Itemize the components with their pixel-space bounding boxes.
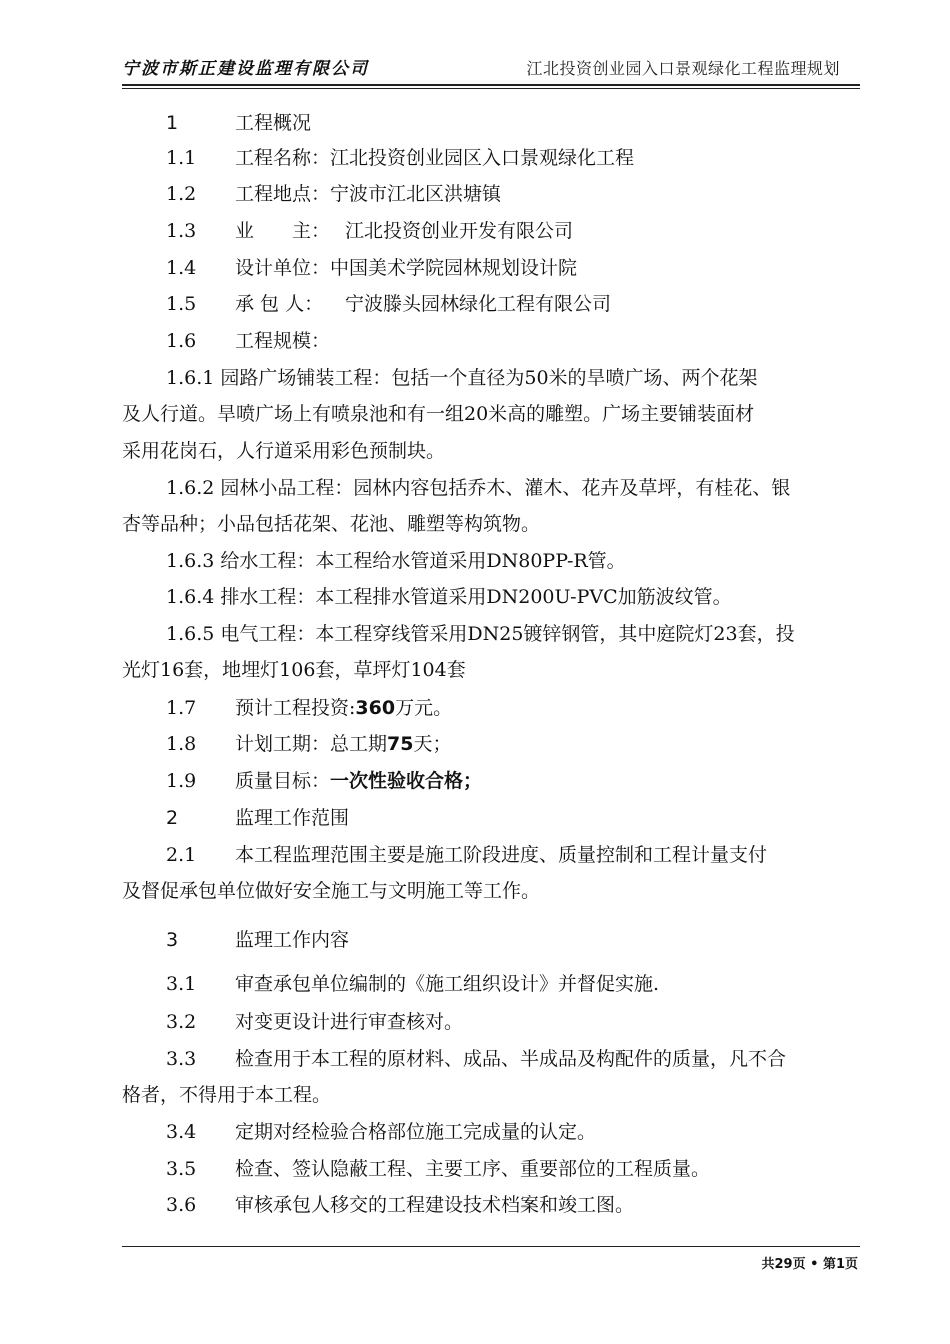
item-1-7-value: 360 — [355, 697, 396, 719]
item-3-6-number: 3.6 — [166, 1194, 197, 1216]
header-rule-thin — [122, 88, 860, 89]
item-1-5-label: 承 包 人： — [235, 293, 324, 315]
item-1-8-text — [235, 731, 451, 757]
item-1-9-number: 1.9 — [166, 770, 197, 792]
item-1-6-5-line2: 光灯16套，地埋灯106套，草坪灯104套 — [122, 659, 466, 681]
item-1-8-unit: 天； — [413, 733, 452, 755]
item-1-8-number: 1.8 — [166, 733, 197, 755]
item-1-9-text — [235, 768, 482, 794]
page-indicator: 共29页 • 第1页 — [761, 1257, 858, 1272]
item-2-1-line1: 本工程监理范围主要是施工阶段进度、质量控制和工程计量支付 — [235, 844, 768, 866]
item-1-7-unit: 万元。 — [395, 697, 453, 719]
item-1-5-number: 1.5 — [166, 293, 197, 315]
section-1-title: 工程概况 — [235, 112, 312, 134]
item-1-6-1-line2: 及人行道。旱喷广场上有喷泉池和有一组20米高的雕塑。广场主要铺装面材 — [122, 403, 755, 425]
item-3-4-number: 3.4 — [166, 1121, 197, 1143]
footer-rule — [122, 1246, 860, 1247]
item-1-6-1-line3: 采用花岗石，人行道采用彩色预制块。 — [122, 440, 446, 462]
item-1-7-label: 预计工程投资: — [235, 697, 356, 719]
item-1-7-text — [235, 695, 452, 721]
item-1-2-number: 1.2 — [166, 183, 197, 205]
item-1-5-text: 宁波滕头园林绿化工程有限公司 — [345, 293, 612, 315]
item-1-4-number: 1.4 — [166, 257, 197, 279]
item-1-2-text: 工程地点：宁波市江北区洪塘镇 — [235, 183, 502, 205]
item-3-3-line1: 检查用于本工程的原材料、成品、半成品及构配件的质量，凡不合 — [235, 1048, 787, 1070]
item-1-6-1-line1: 1.6.1 园路广场铺装工程：包括一个直径为50米的旱喷广场、两个花架 — [166, 367, 758, 389]
item-3-5-text: 检查、签认隐蔽工程、主要工序、重要部位的工程质量。 — [235, 1158, 711, 1180]
item-1-3-text: 江北投资创业开发有限公司 — [345, 220, 574, 242]
item-1-9-value: 一次性验收合格； — [330, 770, 483, 792]
header-rule — [122, 84, 860, 86]
item-1-6-text: 工程规模： — [235, 330, 331, 352]
item-1-6-5-line1: 1.6.5 电气工程：本工程穿线管采用DN25镀锌钢管，其中庭院灯23套，投 — [166, 623, 795, 645]
item-1-8-label: 计划工期：总工期 — [235, 733, 388, 755]
item-1-6-2-line2: 杏等品种；小品包括花架、花池、雕塑等构筑物。 — [122, 513, 541, 535]
section-3-title: 监理工作内容 — [235, 929, 350, 951]
item-1-9-label: 质量目标： — [235, 770, 331, 792]
item-1-4-text: 设计单位：中国美术学院园林规划设计院 — [235, 257, 578, 279]
item-1-1-number: 1.1 — [166, 147, 197, 169]
item-1-6-3-text: 1.6.3 给水工程：本工程给水管道采用DN80PP-R管。 — [166, 550, 626, 572]
company-name: 宁波市斯正建设监理有限公司 — [122, 59, 369, 79]
item-3-2-number: 3.2 — [166, 1011, 197, 1033]
section-1-number: 1 — [166, 112, 179, 134]
item-3-4-text: 定期对经检验合格部位施工完成量的认定。 — [235, 1121, 597, 1143]
item-1-3-label: 业 主： — [235, 220, 331, 242]
section-2-number: 2 — [166, 807, 179, 829]
item-1-6-4-text: 1.6.4 排水工程：本工程排水管道采用DN200U-PVC加筋波纹管。 — [166, 586, 732, 608]
item-1-6-2-line1: 1.6.2 园林小品工程：园林内容包括乔木、灌木、花卉及草坪，有桂花、银 — [166, 477, 791, 499]
item-3-2-text: 对变更设计进行审查核对。 — [235, 1011, 464, 1033]
item-3-5-number: 3.5 — [166, 1158, 197, 1180]
item-3-3-number: 3.3 — [166, 1048, 197, 1070]
item-1-7-number: 1.7 — [166, 697, 197, 719]
item-1-8-value: 75 — [387, 733, 414, 755]
section-3-number: 3 — [166, 929, 179, 951]
section-2-title: 监理工作范围 — [235, 807, 350, 829]
document-title: 江北投资创业园入口景观绿化工程监理规划 — [526, 59, 840, 78]
item-1-3-number: 1.3 — [166, 220, 197, 242]
item-3-3-line2: 格者，不得用于本工程。 — [122, 1084, 332, 1106]
item-2-1-number: 2.1 — [166, 844, 197, 866]
item-3-1-number: 3.1 — [166, 973, 197, 995]
item-1-6-number: 1.6 — [166, 330, 197, 352]
item-1-1-text: 工程名称：江北投资创业园区入口景观绿化工程 — [235, 147, 635, 169]
item-3-1-text: 审查承包单位编制的《施工组织设计》并督促实施. — [235, 973, 660, 995]
item-2-1-line2: 及督促承包单位做好安全施工与文明施工等工作。 — [122, 880, 541, 902]
item-3-6-text: 审核承包人移交的工程建设技术档案和竣工图。 — [235, 1194, 635, 1216]
